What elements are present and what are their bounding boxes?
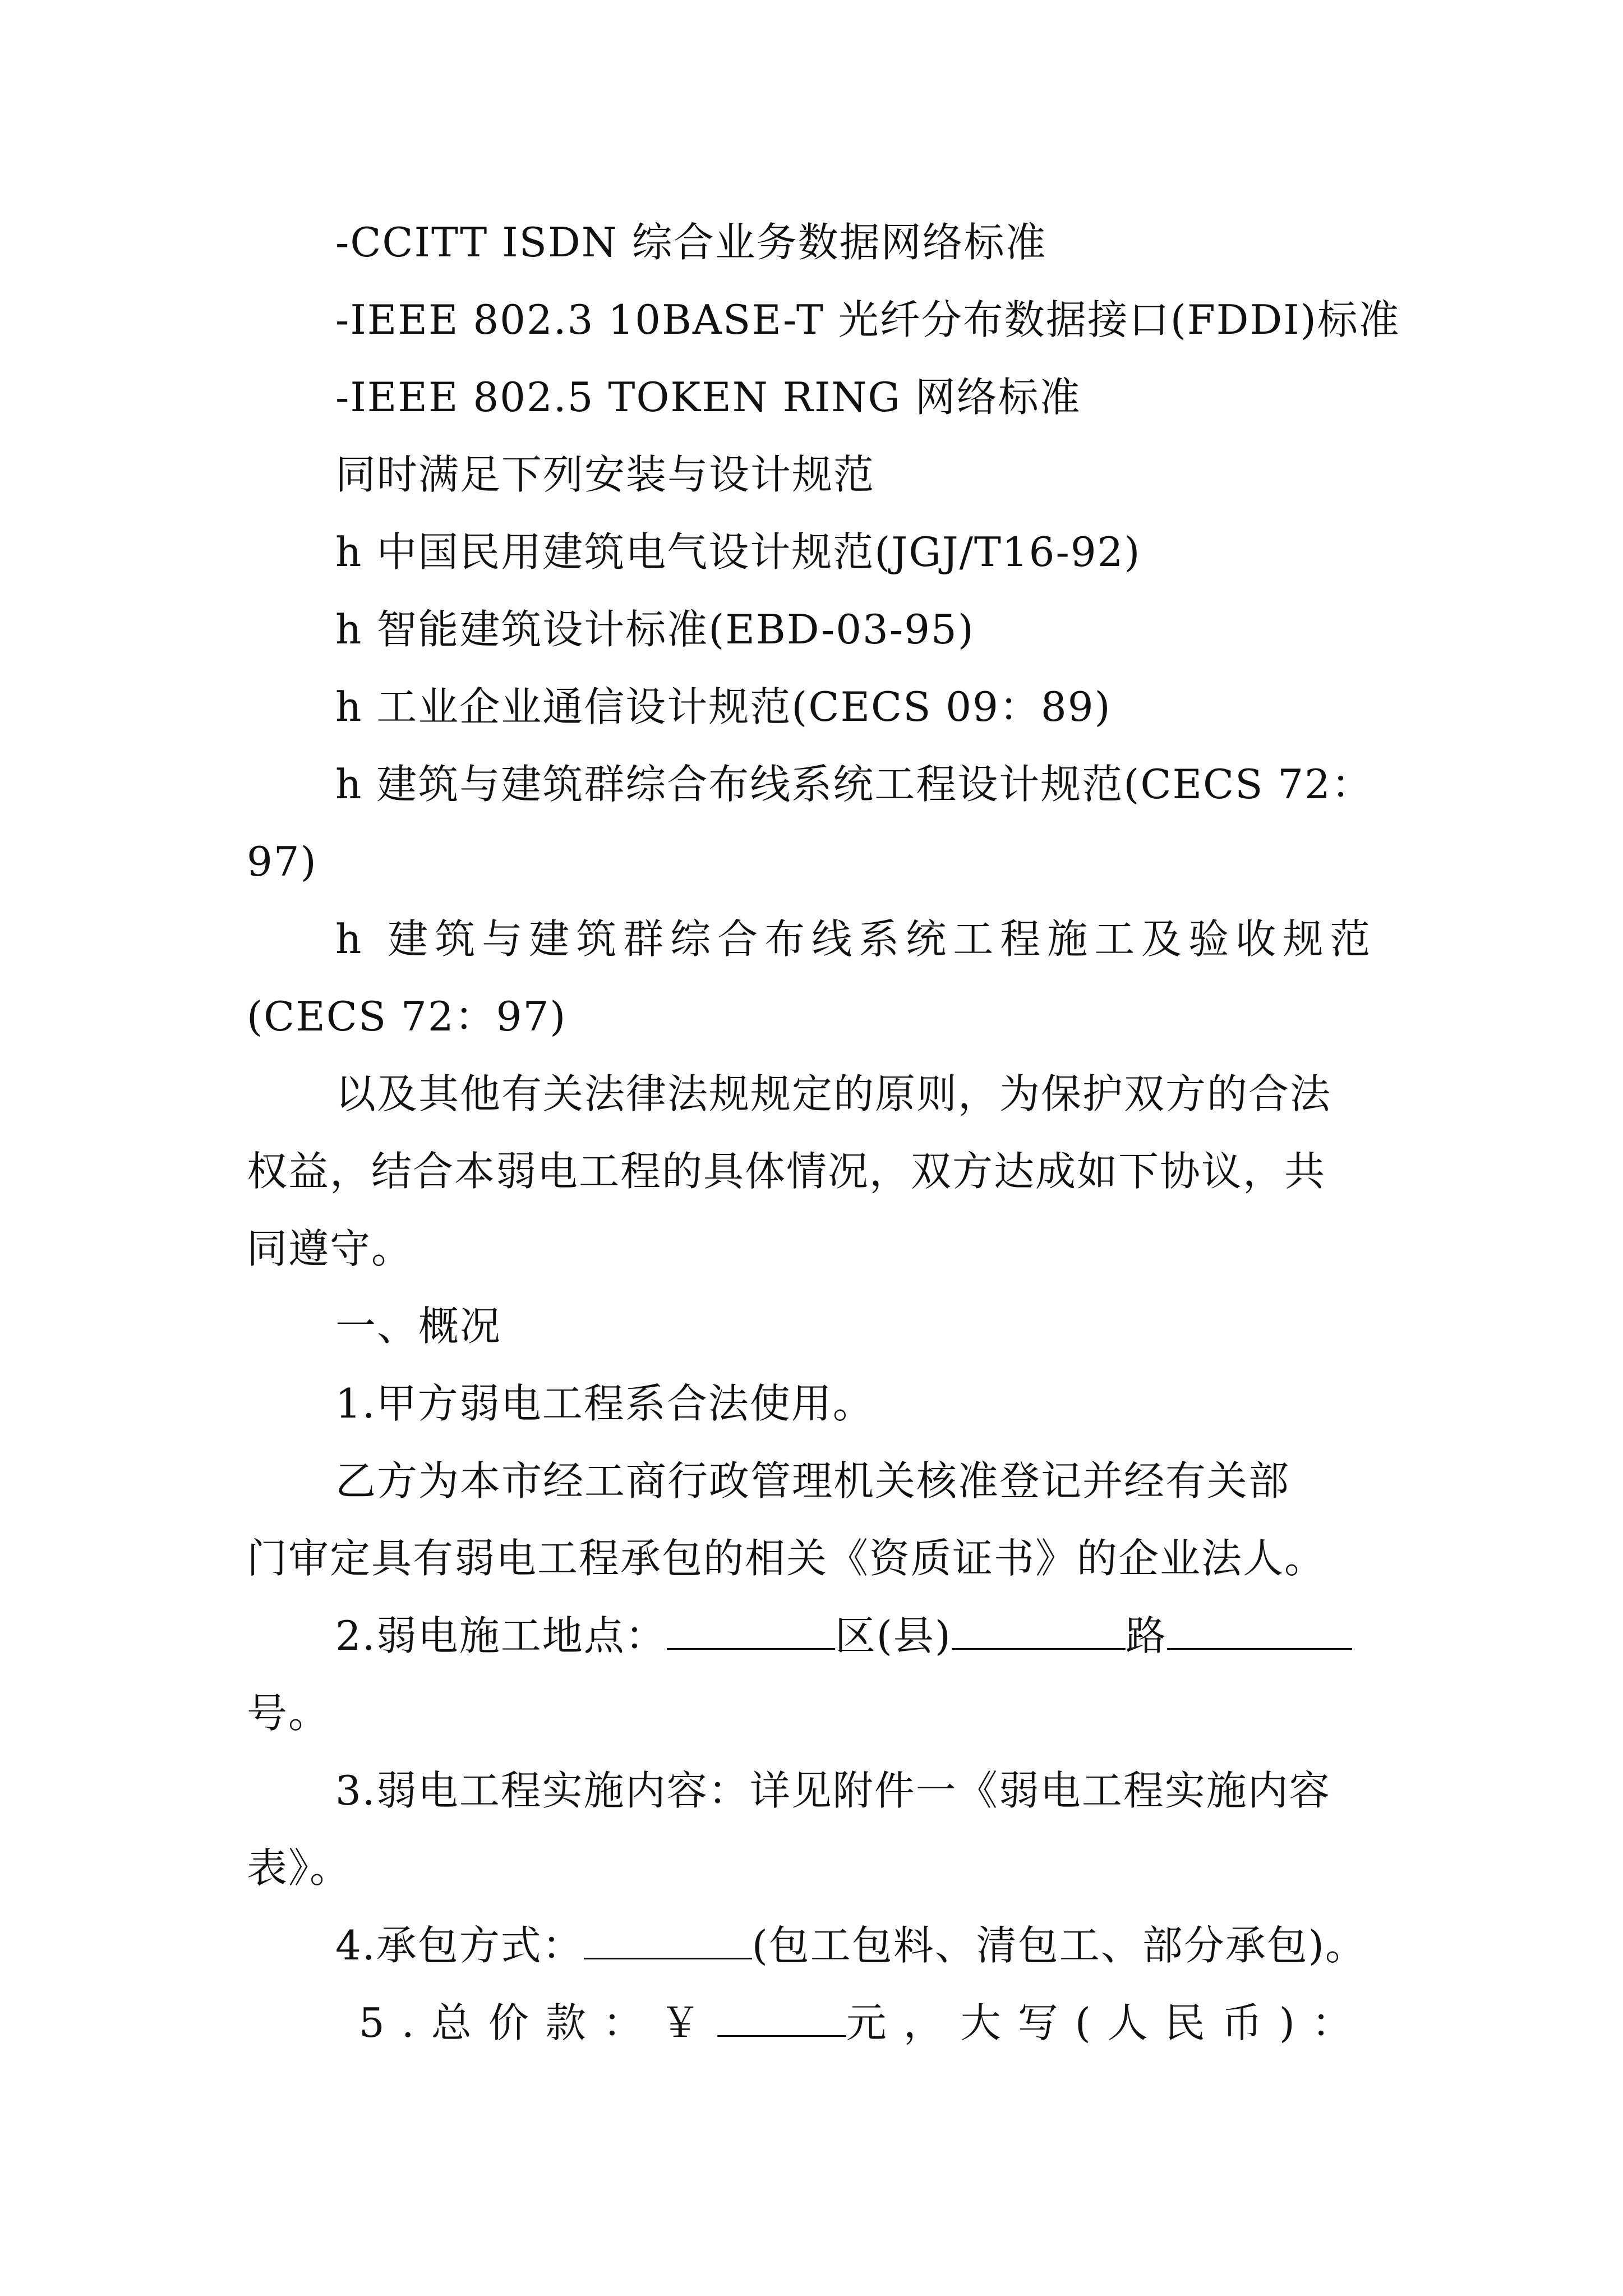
item-2-mid2: 路 <box>1125 1612 1167 1659</box>
item-2-mid1: 区(县) <box>834 1612 952 1659</box>
spec-line-4b: 97) <box>247 838 317 885</box>
spec-line-3: h 工业企业通信设计规范(CECS 09：89) <box>335 683 1112 730</box>
spec-line-4a: h 建筑与建筑群综合布线系统工程设计规范(CECS 72： <box>335 761 1373 808</box>
standard-line-1: -CCITT ISDN 综合业务数据网络标准 <box>335 219 1047 266</box>
item-1: 1.甲方弱电工程系合法使用。 <box>335 1380 874 1427</box>
item-1b-line-2: 门审定具有弱电工程承包的相关《资质证书》的企业法人。 <box>247 1535 1326 1582</box>
standard-line-2: -IEEE 802.3 10BASE-T 光纤分布数据接口(FDDI)标准 <box>335 296 1400 343</box>
item-2-prefix: 2.弱电施工地点： <box>335 1612 667 1659</box>
spec-intro: 同时满足下列安装与设计规范 <box>335 451 875 498</box>
paragraph-line-1: 以及其他有关法律法规规定的原则，为保护双方的合法 <box>335 1070 1332 1117</box>
road-blank[interactable] <box>952 1614 1126 1650</box>
item-2-suffix: 号。 <box>247 1690 330 1737</box>
item-3-line-2: 表》。 <box>247 1844 352 1892</box>
item-5-line <box>359 1996 1369 2050</box>
spec-line-2: h 智能建筑设计标准(EBD-03-95) <box>335 606 975 653</box>
paragraph-line-3: 同遵守。 <box>247 1225 413 1272</box>
price-blank[interactable] <box>717 2001 846 2037</box>
item-1b-line-1: 乙方为本市经工商行政管理机关核准登记并经有关部 <box>335 1457 1290 1504</box>
item-2-line <box>335 1609 1352 1663</box>
district-blank[interactable] <box>667 1614 835 1650</box>
standard-line-3: -IEEE 802.5 TOKEN RING 网络标准 <box>335 374 1081 421</box>
item-3-line-1: 3.弱电工程实施内容：详见附件一《弱电工程实施内容 <box>335 1767 1331 1814</box>
number-blank[interactable] <box>1167 1614 1352 1650</box>
item-5-suffix: 元，大写(人民币)： <box>846 1999 1369 2046</box>
item-4-prefix: 4.承包方式： <box>335 1922 584 1969</box>
paragraph-line-2: 权益，结合本弱电工程的具体情况，双方达成如下协议，共 <box>247 1148 1326 1195</box>
item-4-line <box>335 1918 1367 1972</box>
item-4-suffix: (包工包料、清包工、部分承包)。 <box>751 1922 1367 1969</box>
spec-line-5b: (CECS 72：97) <box>247 993 567 1040</box>
contract-mode-blank[interactable] <box>584 1924 752 1959</box>
spec-line-1: h 中国民用建筑电气设计规范(JGJ/T16-92) <box>335 528 1141 576</box>
spec-line-5a: h 建筑与建筑群综合布线系统工程施工及验收规范 <box>335 915 1377 963</box>
section-title: 一、概况 <box>335 1303 502 1350</box>
item-5-prefix: 5.总价款：￥ <box>359 1999 717 2046</box>
